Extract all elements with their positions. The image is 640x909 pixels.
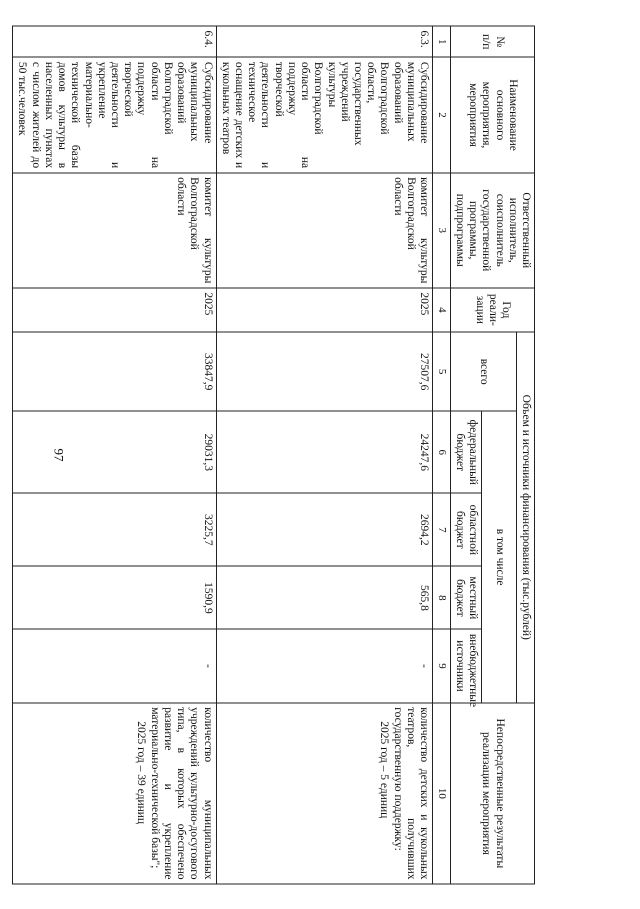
column-number-row: [433, 26, 451, 884]
result-description: количество детских и кукольных театров, получивших государственную поддержку:: [391, 707, 431, 880]
header-local: местный бюджет: [450, 566, 481, 629]
activity-name: Субсидирование муниципальных образований Волгоградской области на поддержку творческой деятельности и укрепление материально-технической базы домов культуры в населенных пунктах с числом жителей до 50 тыс.человек: [13, 57, 216, 172]
column-number: 2: [433, 57, 451, 172]
header-total: всего: [450, 332, 516, 412]
result-value: 2025 год – 5 единиц: [378, 721, 391, 819]
header-federal: федеральный бюджет: [450, 411, 481, 493]
implementation-year: 2025: [216, 288, 433, 332]
header-funding: Объем и источники финансирования (тыс.рублей): [516, 332, 534, 703]
table-row: [13, 26, 216, 884]
column-number: 6: [433, 411, 451, 493]
column-number: 3: [433, 173, 451, 288]
program-activities-table: [12, 26, 535, 885]
header-executor: Ответственный исполнитель, соисполнитель государственной программы, подпрограммы: [450, 173, 534, 288]
executor: комитет культуры Волгоградской области: [13, 173, 216, 288]
funding-local: 1590,9: [13, 566, 216, 629]
header-regional: областной бюджет: [450, 493, 481, 566]
row-number: 6.4.: [13, 26, 216, 57]
header-name: Наименование основного мероприятия, мероприятия: [450, 57, 534, 172]
column-number: 7: [433, 493, 451, 566]
funding-federal: 24247,6: [216, 411, 433, 493]
funding-total: 27507,6: [216, 332, 433, 412]
column-number: 1: [433, 26, 451, 57]
column-number: 8: [433, 566, 451, 629]
page-number: 97: [51, 448, 67, 462]
result-cell: [216, 703, 433, 884]
funding-local: 565,8: [216, 566, 433, 629]
funding-extra: -: [13, 629, 216, 702]
executor: комитет культуры Волгоградской области: [216, 173, 433, 288]
header-num: № п/п: [450, 26, 534, 57]
activity-name: Субсидирование муниципальных образований Волгоградской области, государственных учреждений культуры Волгоградской области на поддержку творческой деятельности и техническое оснащение детских и кукольных театров: [216, 57, 433, 172]
funding-regional: 3225,7: [13, 493, 216, 566]
header-extra: внебюджетные источники: [450, 629, 481, 702]
column-number: 4: [433, 288, 451, 332]
header-including: в том числе: [482, 411, 517, 702]
funding-federal: 29031,3: [13, 411, 216, 493]
table-row: [216, 26, 433, 884]
implementation-year: 2025: [13, 288, 216, 332]
column-number: 10: [433, 703, 451, 884]
result-description: количество муниципальных учреждений культурно-досугового типа, в которых обеспечено развитие и укрепление материально-технической базы";: [148, 707, 214, 880]
result-value: 2025 год – 39 единиц: [135, 721, 148, 825]
row-number: 6.3.: [216, 26, 433, 57]
funding-total: 33847,9: [13, 332, 216, 412]
header-results: Непосредственные результаты реализации мероприятия: [450, 703, 534, 884]
funding-extra: -: [216, 629, 433, 702]
header-year: Год реали-зации: [450, 288, 534, 332]
column-number: 9: [433, 629, 451, 702]
funding-regional: 2694,2: [216, 493, 433, 566]
column-number: 5: [433, 332, 451, 412]
result-cell: [13, 703, 216, 884]
